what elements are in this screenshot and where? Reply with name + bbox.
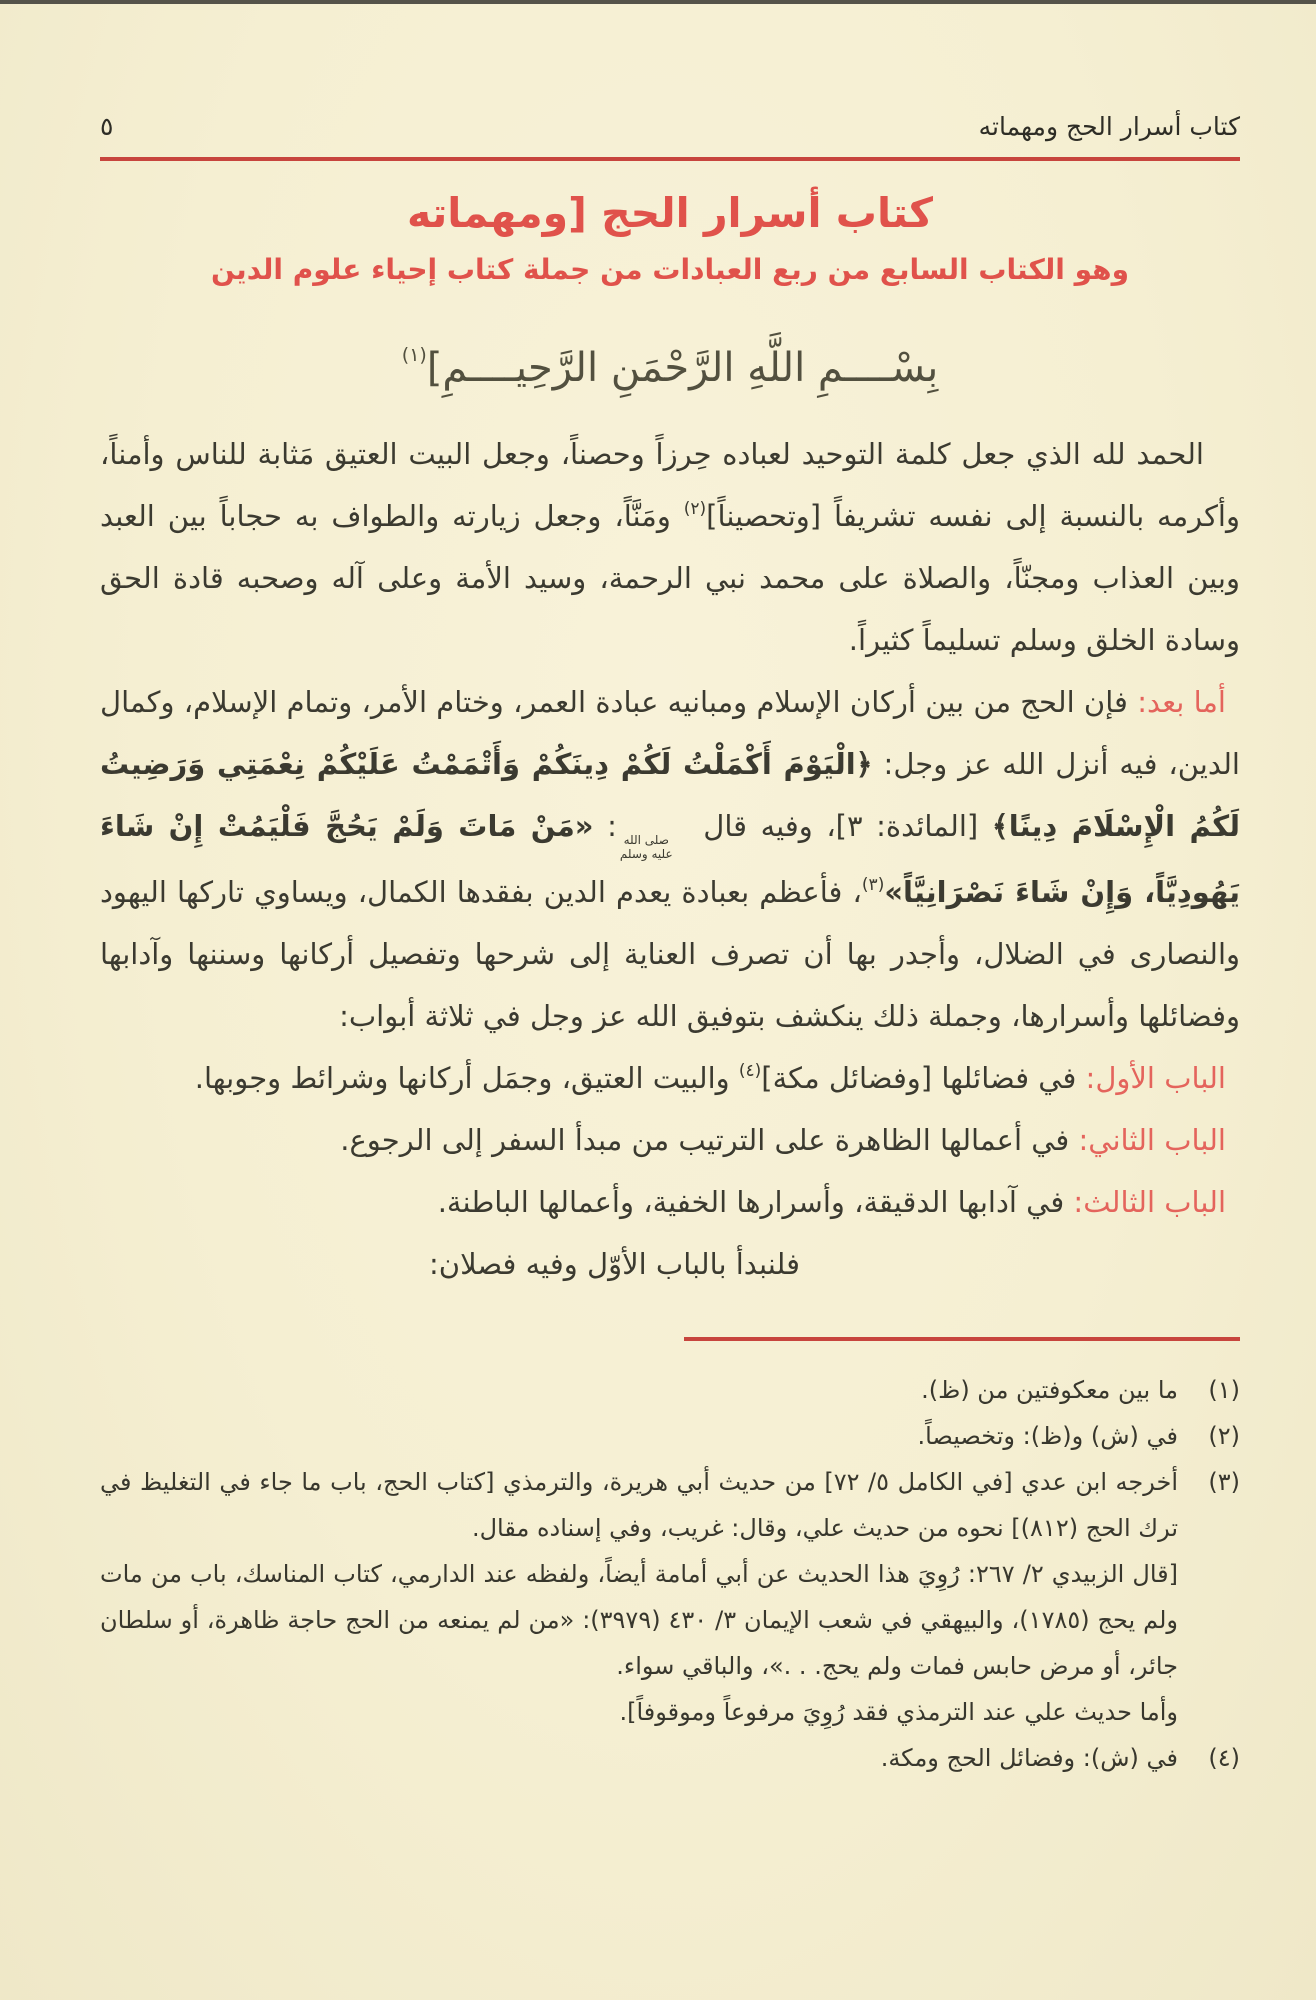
header-rule (100, 157, 1240, 161)
text-run: في فضائلها [وفضائل مكة] (761, 1061, 1077, 1095)
text-run: [المائدة: ٣]، وفيه قال (689, 809, 992, 843)
basmala-footnote-ref: (١) (401, 344, 427, 366)
basmala (100, 344, 1240, 391)
body-text (100, 423, 1240, 1295)
paragraph-bab-thani (100, 1109, 1240, 1171)
footnote-number: (١) (1208, 1376, 1240, 1404)
footnote-text (100, 1413, 1178, 1459)
footnote-ref: (٣) (861, 875, 885, 895)
section-lead-in: أما بعد: (1127, 685, 1226, 719)
text-run: في أعمالها الظاهرة على الترتيب من مبدأ السفر إلى الرجوع. (340, 1123, 1070, 1157)
footnote-separator (684, 1337, 1240, 1341)
footnote-line: أخرجه ابن عدي [في الكامل ٥/ ٧٢] من حديث أبي هريرة، والترمذي [كتاب الحج، باب ما جاء في التغليظ في ترك الحج (٨١٢)] نحوه من حديث علي، وقال: غريب، وفي إسناده مقال. (100, 1468, 1178, 1542)
text-run: ومَنَّاً، وجعل زيارته والطواف به حجاباً بين العبد وبين العذاب ومجنّاً، والصلاة على محمد نبي الرحمة، وسيد الأمة وعلى آله وصحبه قادة الحق وسادة الخلق وسلم تسليماً كثيراً. (100, 499, 1240, 657)
footnote-item (100, 1735, 1240, 1781)
running-head: كتاب أسرار الحج ومهماته (978, 112, 1240, 141)
footnote-ref: (٢) (683, 499, 707, 519)
footnote-number: (٢) (1208, 1422, 1240, 1450)
footnote-line: في (ش): وفضائل الحج ومكة. (880, 1744, 1178, 1772)
page-number: ٥ (100, 112, 114, 141)
scan-top-edge (0, 0, 1316, 4)
section-lead-in: الباب الثاني: (1069, 1123, 1226, 1157)
footnote-number: (٤) (1208, 1744, 1240, 1772)
text-run: والبيت العتيق، وجمَل أركانها وشرائط وجوبها. (194, 1061, 739, 1095)
footnote-line: [قال الزبيدي ٢/ ٢٦٧: رُوِيَ هذا الحديث عن أبي أمامة أيضاً، ولفظه عند الدارمي، كتاب المناسك، باب من مات ولم يحج (١٧٨٥)، والبيهقي في شعب الإيمان ٣/ ٤٣٠ (٣٩٧٩): «من لم يمنعه من الحج حاجة ظاهرة، أو سلطان جائر، أو مرض حابس فمات ولم يحج. . .»، والباقي سواء. (100, 1560, 1178, 1680)
footnote-item (100, 1367, 1240, 1413)
text-run: : (593, 809, 617, 843)
footnote-text (100, 1459, 1178, 1735)
paragraph-bab-thalith (100, 1171, 1240, 1233)
footnote-line: وأما حديث علي عند الترمذي فقد رُوِيَ مرفوعاً وموقوفاً]. (619, 1698, 1178, 1726)
section-lead-in: الباب الأول: (1076, 1061, 1226, 1095)
footnote-number: (٣) (1208, 1468, 1240, 1496)
footnote-item (100, 1413, 1240, 1459)
section-lead-in: الباب الثالث: (1064, 1185, 1226, 1219)
paragraph-lead (100, 1233, 1240, 1295)
page-header (100, 112, 1240, 141)
text-run: ، فأعظم بعبادة يعدم الدين بفقدها الكمال، ويساوي تاركها اليهود والنصارى في الضلال، وأجدر بها أن تصرف العناية إلى شرحها وتفصيل أركانها وسننها وآدابها وفضائلها وأسرارها، وجملة ذلك ينكشف بتوفيق الله عز وجل في ثلاثة أبواب: (100, 875, 1240, 1033)
paragraph-bab-awwal (100, 1047, 1240, 1109)
book-subtitle: وهو الكتاب السابع من ربع العبادات من جملة كتاب إحياء علوم الدين (210, 253, 1129, 286)
footnote-text (100, 1735, 1178, 1781)
text-run: ﴿الْيَوْمَ أَكْمَلْتُ لَكُمْ دِينَكُمْ وَأَتْمَمْتُ عَلَيْكُمْ نِعْمَتِي وَرَضِيتُ لَكُمُ الْإِسْلَامَ دِينًا﴾ (100, 747, 1240, 843)
footnote-item (100, 1459, 1240, 1735)
footnote-line: في (ش) و(ظ): وتخصيصاً. (917, 1422, 1178, 1450)
text-run: فلنبدأ بالباب الأوّل وفيه فصلان: (429, 1247, 800, 1281)
text-run: الحمد لله الذي جعل كلمة التوحيد لعباده حِرزاً وحصناً، وجعل البيت العتيق مَثابة للناس وأمناً، وأكرمه بالنسبة إلى نفسه تشريفاً [وتحصيناً] (100, 437, 1240, 533)
text-run: في آدابها الدقيقة، وأسرارها الخفية، وأعمالها الباطنة. (437, 1185, 1065, 1219)
text-run: فإن الحج من بين أركان الإسلام ومبانيه عبادة العمر، وختام الأمر، وتمام الإسلام، وكمال الدين، فيه أنزل الله عز وجل: (100, 685, 1240, 781)
salawat-mark: صلى الله عليه وسلم (619, 833, 673, 861)
basmala-text: بِسْــــمِ اللَّهِ الرَّحْمَنِ الرَّحِيــــمِ] (426, 345, 939, 391)
text-run: «مَنْ مَاتَ وَلَمْ يَحُجَّ فَلْيَمُتْ إِنْ شَاءَ يَهُودِيَّاً، وَإِنْ شَاءَ نَصْرَانِيَّاً» (100, 809, 1240, 909)
book-title: كتاب أسرار الحج [ومهماته (407, 189, 933, 237)
paragraph-opening (100, 423, 1240, 671)
footnote-text (100, 1367, 1178, 1413)
footnote-ref: (٤) (738, 1061, 762, 1081)
footnote-line: ما بين معكوفتين من (ظ). (921, 1376, 1178, 1404)
footnote-list (100, 1367, 1240, 1781)
paragraph-amma-baad (100, 671, 1240, 1047)
